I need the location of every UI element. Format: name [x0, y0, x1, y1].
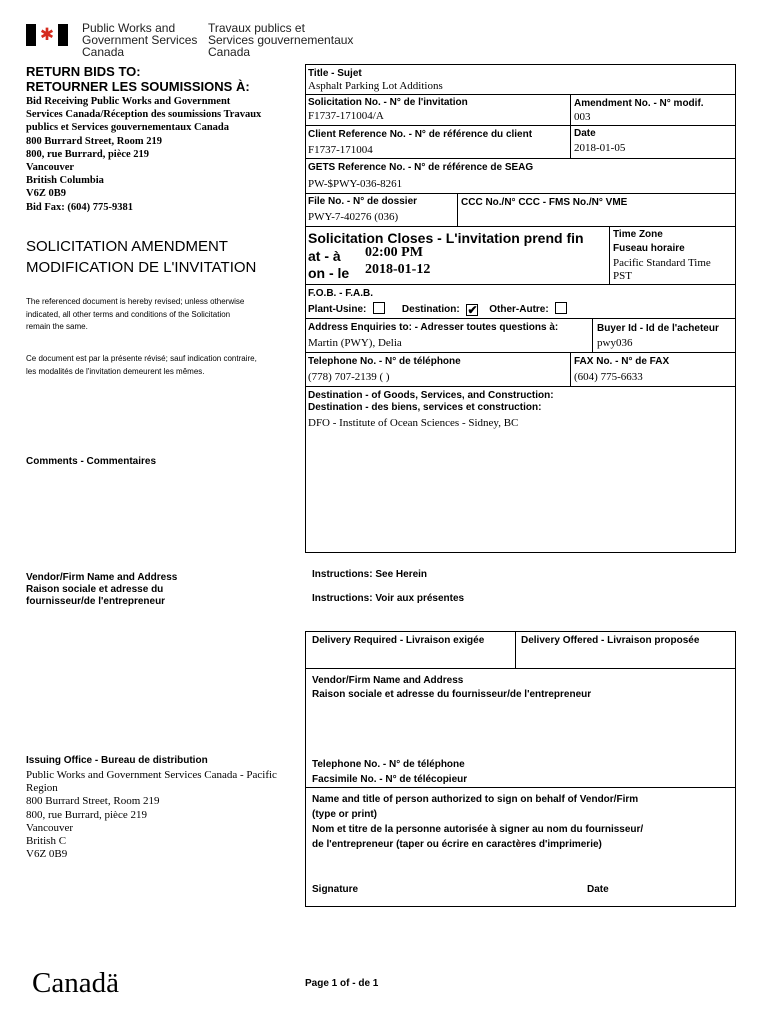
vendor-left-label: Vendor/Firm Name and Address Raison sociale et adresse du fournisseur/de l'entrepreneur — [26, 572, 178, 607]
dept-fr-line: Travaux publics et — [208, 21, 305, 35]
issuing-office-label: Issuing Office - Bureau de distribution — [26, 755, 208, 766]
vendor-name-label: Vendor/Firm Name and Address Raison sociale et adresse du fournisseur/de l'entrepreneur — [312, 675, 592, 700]
dept-fr-line: Services gouvernementaux — [208, 33, 354, 47]
ccc-number-label: CCC No./N° CCC - FMS No./N° VME — [461, 197, 628, 208]
amendment-title-fr: MODIFICATION DE L'INVITATION — [26, 259, 257, 276]
solicitation-closes-label: Solicitation Closes - L'invitation prend fin — [308, 230, 584, 246]
amendment-text-fr: Ce document est par la présente révisé; sauf indication contraire, les modalités de l'invitation demeurent les mêmes. — [26, 354, 257, 376]
at-label: at - à — [308, 248, 341, 264]
time-zone-label-en: Time Zone — [613, 229, 663, 240]
other-label: Other-Autre: — [489, 304, 549, 315]
instructions-line-1: Instructions: See Herein — [312, 569, 428, 580]
title-label: Title - Sujet — [308, 68, 362, 79]
other-checkbox[interactable] — [555, 302, 567, 314]
government-logo — [26, 24, 68, 46]
time-zone-abbr: PST — [613, 270, 632, 282]
telephone-value: (778) 707-2139 ( ) — [308, 371, 390, 383]
signature-date-label: Date — [587, 884, 609, 895]
enquiries-value: Martin (PWY), Delia — [308, 337, 402, 349]
destination-goods-label-en: Destination - of Goods, Services, and Construction: — [308, 390, 554, 401]
return-bids-title-fr: RETOURNER LES SOUMISSIONS À: — [26, 79, 250, 94]
amendment-number-value: 003 — [574, 111, 591, 123]
fob-label: F.O.B. - F.A.B. — [308, 288, 373, 299]
delivery-offered-label: Delivery Offered - Livraison proposée — [521, 635, 700, 646]
gets-reference-value: PW-$PWY-036-8261 — [308, 178, 403, 190]
closing-date-value: 2018-01-12 — [365, 262, 431, 277]
client-reference-label: Client Reference No. - N° de référence du client — [308, 129, 533, 140]
return-bids-address: Bid Receiving Public Works and Government Services Canada/Réception des soumissions Travaux publics et Services gouvernementaux Canada 800 Burrard Street, Room 219 800, rue Burrard, pièce 219 Vancouver British Columbia V6Z 0B9 Bid Fax: (604) 775-9381 — [26, 96, 262, 213]
solicitation-number-label: Solicitation No. - N° de l'invitation — [308, 97, 468, 108]
plant-checkbox[interactable] — [373, 302, 385, 314]
authorized-person-label: Name and title of person authorized to sign on behalf of Vendor/Firm (type or print) Nom et titre de la personne autorisée à signer au nom du fournisseur/ de l'entrepreneur (taper ou écrire en caractères d'imprimerie) — [312, 794, 644, 850]
date-label: Date — [574, 128, 596, 139]
delivery-required-label: Delivery Required - Livraison exigée — [312, 635, 485, 646]
page-number: Page 1 of - de 1 — [305, 978, 379, 989]
telephone-label: Telephone No. - N° de téléphone — [308, 356, 461, 367]
time-zone-label-fr: Fuseau horaire — [613, 243, 685, 254]
closing-time-value: 02:00 PM — [365, 245, 423, 260]
canada-wordmark: Canadä — [32, 967, 119, 999]
dept-en-line: Public Works and — [82, 21, 176, 35]
dept-fr-line: Canada — [208, 45, 251, 59]
plant-label: Plant-Usine: — [308, 304, 367, 315]
fax-value: (604) 775-6633 — [574, 371, 643, 383]
vendor-facsimile-label: Facsimile No. - N° de télécopieur — [312, 774, 468, 785]
destination-goods-value: DFO - Institute of Ocean Sciences - Sidney, BC — [308, 417, 519, 429]
dept-en-line: Government Services — [82, 33, 198, 47]
buyer-id-label: Buyer Id - Id de l'acheteur — [597, 323, 719, 334]
amendment-title — [26, 236, 256, 278]
enquiries-label: Address Enquiries to: - Adresser toutes questions à: — [308, 322, 559, 333]
file-number-value: PWY-7-40276 (036) — [308, 211, 399, 223]
date-value: 2018-01-05 — [574, 142, 626, 154]
return-bids-title-en: RETURN BIDS TO: — [26, 64, 141, 79]
gets-reference-label: GETS Reference No. - N° de référence de SEAG — [308, 162, 534, 173]
destination-label: Destination: — [401, 304, 460, 315]
destination-goods-label-fr: Destination - des biens, services et construction: — [308, 402, 542, 413]
amendment-text-en: The referenced document is hereby revised; unless otherwise indicated, all other terms and conditions of the Solicitation remain the same. — [26, 297, 245, 331]
buyer-id-value: pwy036 — [597, 337, 633, 349]
amendment-number-label: Amendment No. - N° modif. — [574, 98, 704, 109]
solicitation-number-value: F1737-171004/A — [308, 110, 384, 122]
amendment-title-en: SOLICITATION AMENDMENT — [26, 238, 228, 255]
fob-options — [308, 302, 567, 316]
fax-label: FAX No. - N° de FAX — [574, 356, 670, 367]
department-name-en — [82, 22, 197, 58]
destination-checkbox[interactable]: ✔ — [467, 303, 478, 317]
issuing-office-address: Public Works and Government Services Canada - Pacific Region 800 Burrard Street, Room 219 800, rue Burrard, pièce 219 Vancouver British C V6Z 0B9 — [26, 769, 277, 861]
comments-label: Comments - Commentaires — [26, 456, 157, 467]
vendor-telephone-label: Telephone No. - N° de téléphone — [312, 759, 465, 770]
time-zone-value: Pacific Standard Time — [613, 257, 711, 269]
on-label: on - le — [308, 265, 350, 281]
dept-en-line: Canada — [82, 45, 125, 59]
return-bids-title — [26, 64, 250, 94]
file-number-label: File No. - N° de dossier — [308, 196, 418, 207]
signature-label: Signature — [312, 884, 359, 895]
instructions-line-2: Instructions: Voir aux présentes — [312, 593, 465, 604]
department-name-fr — [208, 22, 353, 58]
title-value: Asphalt Parking Lot Additions — [308, 80, 443, 92]
client-reference-value: F1737-171004 — [308, 144, 373, 156]
maple-leaf-icon: ✱ — [36, 24, 58, 46]
